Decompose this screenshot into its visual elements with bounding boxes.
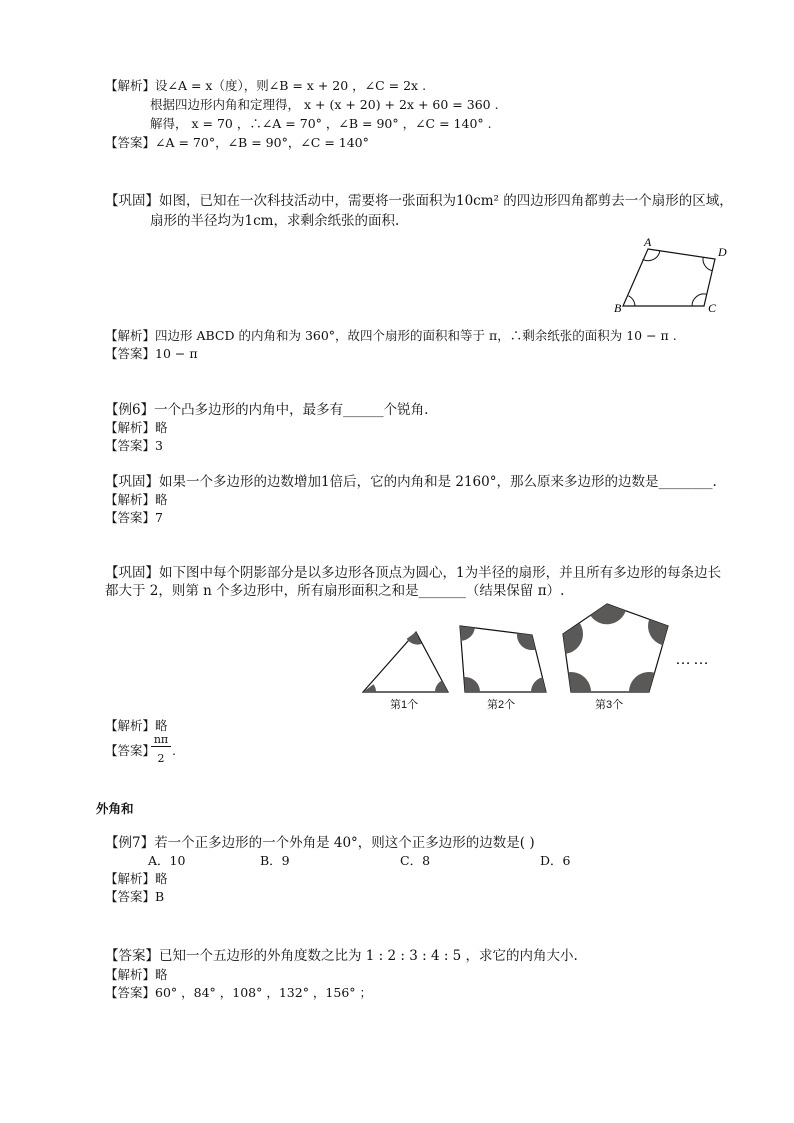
solution-consolidate-3: 【解析】略 — [105, 718, 168, 733]
problem-consolidate-3: 【巩固】如下图中每个阴影部分是以多边形各顶点为圆心，1为半径的扇形，并且所有多边形的每条边长 — [105, 565, 722, 581]
example-6: 【例6】一个凸多边形的内角中，最多有______个锐角. — [105, 402, 429, 418]
solution-line-3: 解得， x = 70 ，∴∠A = 70° ，∠B = 90° ，∠C = 140° . — [150, 116, 492, 131]
polygon-sectors-figure — [360, 598, 740, 710]
option-a: A．10 — [148, 853, 186, 868]
problem-pentagon: 【答案】已知一个五边形的外角度数之比为 1 : 2 : 3 : 4 : 5 ，求它的内角大小. — [105, 948, 578, 964]
example-7: 【例7】若一个正多边形的一个外角是 40°，则这个正多边形的边数是( ) — [105, 835, 535, 851]
section-heading: 外角和 — [96, 801, 134, 816]
option-c: C．8 — [400, 853, 431, 868]
vertex-label-d: D — [718, 245, 727, 259]
answer-consolidate-3: 【答案】 — [105, 743, 156, 758]
answer-line-1: 【答案】∠A = 70°，∠B = 90°，∠C = 140° — [105, 135, 369, 150]
caption-figure-2: 第2个 — [487, 699, 516, 711]
option-d: D．6 — [540, 853, 571, 868]
quadrilateral-figure — [612, 236, 732, 314]
answer-pentagon: 【答案】60° ，84° ，108° ，132° ，156° ； — [105, 985, 373, 1000]
fraction-numerator: nπ — [151, 733, 171, 747]
vertex-label-b: B — [614, 301, 622, 314]
solution-consolidate-2: 【解析】略 — [105, 492, 168, 507]
option-b: B．9 — [260, 853, 290, 868]
answer-line-consolidate-1: 【答案】10 − π — [105, 346, 198, 361]
solution-example-6: 【解析】略 — [105, 420, 168, 435]
problem-consolidate-2: 【巩固】如果一个多边形的边数增加1倍后，它的内角和是 2160°，那么原来多边形的边数是________. — [105, 474, 717, 490]
solution-line-2: 根据四边形内角和定理得， x + (x + 20) + 2x + 60 = 360 . — [150, 97, 499, 112]
problem-consolidate-3-cont: 都大于 2，则第 n 个多边形中，所有扇形面积之和是_______（结果保留 π）. — [105, 583, 565, 599]
vertex-label-c: C — [708, 301, 717, 314]
solution-line-consolidate-1: 【解析】四边形 ABCD 的内角和为 360°，故四个扇形的面积和等于 π，∴剩余纸张的面积为 10 − π . — [105, 328, 677, 343]
fraction-period: . — [172, 743, 176, 758]
caption-figure-1: 第1个 — [390, 699, 419, 711]
solution-example-7: 【解析】略 — [105, 871, 168, 886]
problem-consolidate-1-cont: 扇形的半径均为1cm，求剩余纸张的面积. — [150, 213, 400, 229]
answer-example-7: 【答案】B — [105, 889, 165, 904]
problem-consolidate-1: 【巩固】如图，已知在一次科技活动中，需要将一张面积为10cm² 的四边形四角都剪去一个扇形的区域， — [105, 193, 733, 209]
solution-line-1: 【解析】设∠A = x（度），则∠B = x + 20 ，∠C = 2x . — [105, 78, 427, 93]
answer-example-6: 【答案】3 — [105, 438, 163, 453]
solution-pentagon: 【解析】略 — [105, 967, 168, 982]
caption-figure-3: 第3个 — [595, 699, 624, 711]
answer-consolidate-2: 【答案】7 — [105, 510, 163, 525]
vertex-label-a: A — [644, 236, 652, 249]
ellipsis: …… — [675, 651, 711, 668]
fraction-denominator: 2 — [157, 752, 165, 765]
